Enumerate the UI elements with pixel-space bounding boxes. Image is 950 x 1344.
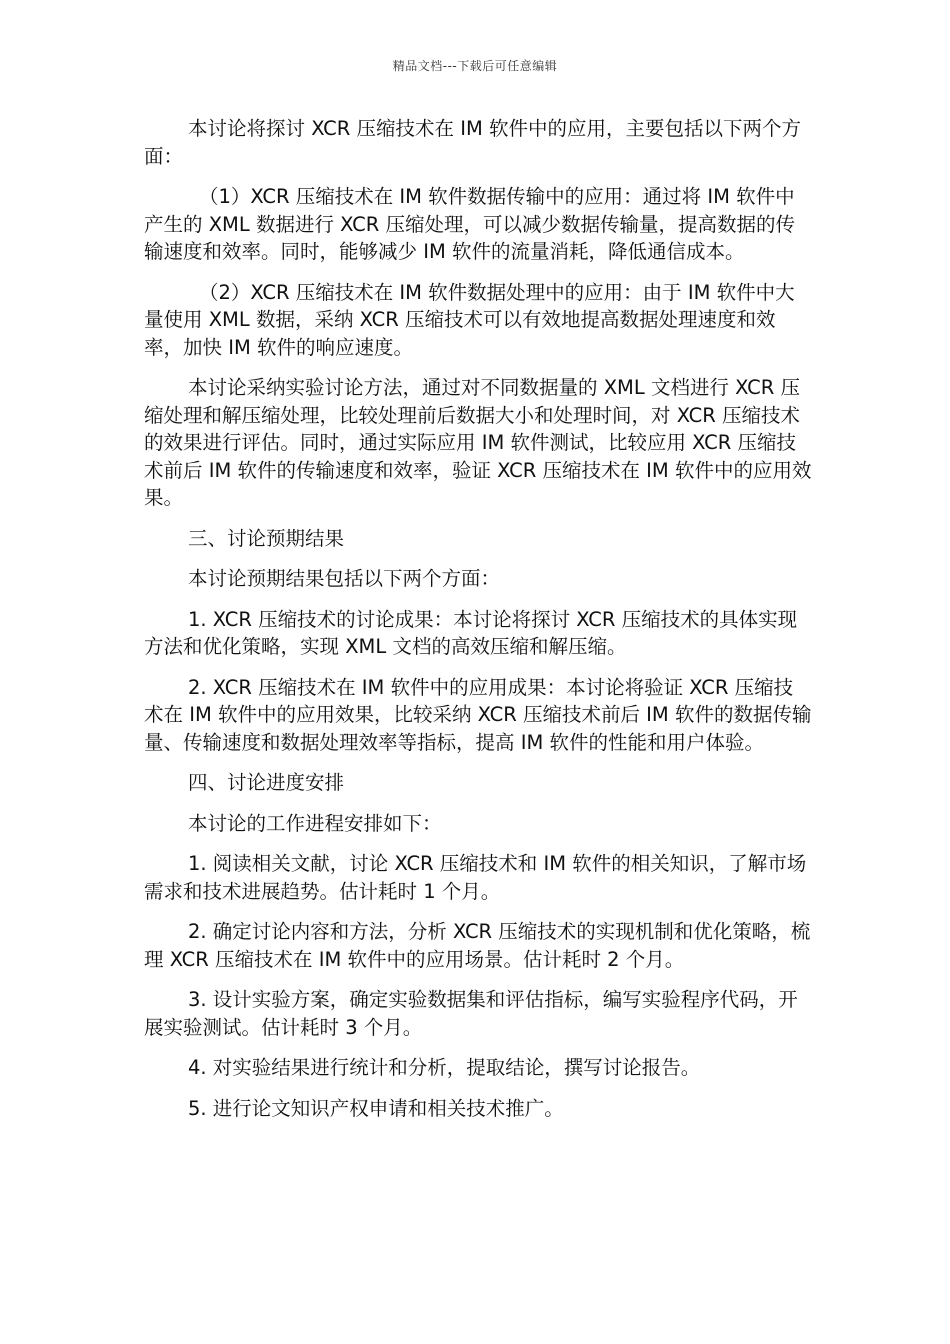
schedule-item: 2. 确定讨论内容和方法，分析 XCR 压缩技术的实现机制和优化策略，梳理 XCR 压缩技术在 IM 软件中的应用场景。估计耗时 2 个月。 [144,920,811,971]
section-4-heading: 四、讨论进度安排 [188,771,345,794]
section-3-intro: 本讨论预期结果包括以下两个方面： [188,567,501,590]
schedule-item: 3. 设计实验方案，确定实验数据集和评估指标，编写实验程序代码，开展实验测试。估计耗时 3 个月。 [144,988,798,1039]
aspect-2-paragraph: （2）XCR 压缩技术在 IM 软件数据处理中的应用：由于 IM 软件中大量使用 XML 数据，采纳 XCR 压缩技术可以有效地提高数据处理速度和效率，加快 IM 软件的响应速度。 [144,280,795,359]
result-1-paragraph: 1. XCR 压缩技术的讨论成果：本讨论将探讨 XCR 压缩技术的具体实现方法和优化策略，实现 XML 文档的高效压缩和解压缩。 [144,607,798,658]
result-2-paragraph: 2. XCR 压缩技术在 IM 软件中的应用成果：本讨论将验证 XCR 压缩技术在 IM 软件中的应用效果，比较采纳 XCR 压缩技术前后 IM 软件的数据传输量、传输速度和数据处理效率等指标，提高 IM 软件的性能和用户体验。 [144,675,812,754]
section-4-intro: 本讨论的工作进程安排如下： [188,811,442,835]
schedule-item: 1. 阅读相关文献，讨论 XCR 压缩技术和 IM 软件的相关知识，了解市场需求和技术进展趋势。估计耗时 1 个月。 [144,852,807,903]
schedule-item: 4. 对实验结果进行统计和分析，提取结论，撰写讨论报告。 [188,1056,701,1079]
document-body [144,115,812,1135]
page-header: 精品文档---下载后可任意编辑 [392,59,558,73]
section-3-heading: 三、讨论预期结果 [188,526,345,550]
schedule-item: 5. 进行论文知识产权申请和相关技术推广。 [188,1096,564,1120]
aspect-1-paragraph: （1）XCR 压缩技术在 IM 软件数据传输中的应用：通过将 IM 软件中产生的 XML 数据进行 XCR 压缩处理，可以减少数据传输量，提高数据的传输速度和效率。同时，能够减少 IM 软件的流量消耗，降低通信成本。 [144,185,795,263]
method-paragraph: 本讨论采纳实验讨论方法，通过对不同数据量的 XML 文档进行 XCR 压缩处理和解压缩处理，比较处理前后数据大小和处理时间，对 XCR 压缩技术的效果进行评估。同时，通过实际应用 IM 软件测试，比较应用 XCR 压缩技术前后 IM 软件的传输速度和效率，验证 XCR 压缩技术在 IM 软件中的应用效果。 [144,376,812,509]
intro-paragraph: 本讨论将探讨 XCR 压缩技术在 IM 软件中的应用，主要包括以下两个方面： [144,117,801,168]
